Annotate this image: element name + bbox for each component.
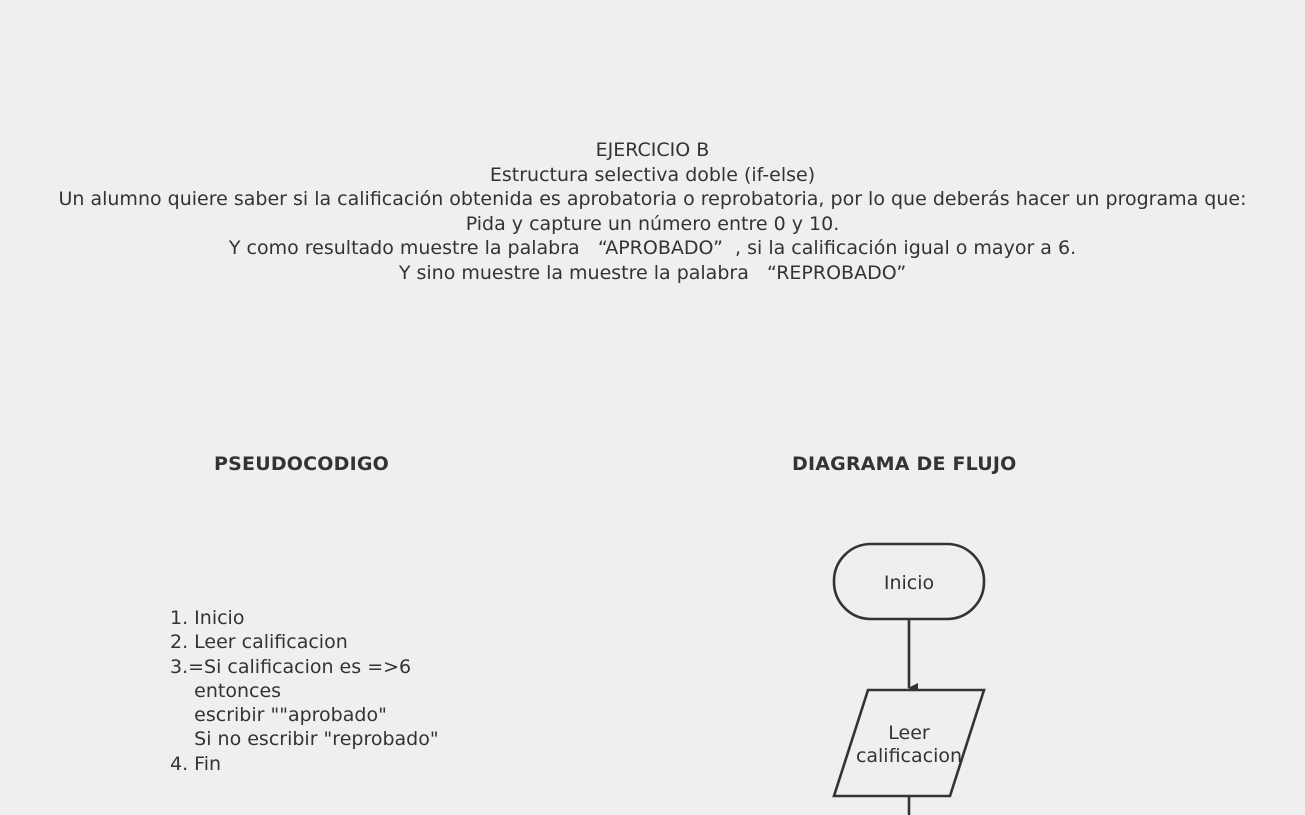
pseudocode-line: 3.=Si calificacion es =>6 — [170, 655, 412, 678]
pseudocode-line: 1. Inicio — [170, 607, 245, 629]
exercise-description: Un alumno quiere saber si la calificación obtenida es aprobatoria o reprobatoria, por lo que deberás hacer un programa que: — [58, 188, 1247, 210]
exercise-step-failed: Y sino muestre la muestre la palabra “REPROBADO” — [398, 261, 907, 284]
flowchart-title: DIAGRAMA DE FLUJO — [792, 453, 1017, 475]
exercise-title: EJERCICIO B — [595, 139, 710, 161]
pseudocode-title: PSEUDOCODIGO — [214, 453, 390, 475]
start-terminator-node — [834, 544, 984, 619]
exercise-step-approved: Y como resultado muestre la palabra “APROBADO” , si la calificación igual o mayor a 6. — [228, 237, 1077, 259]
input-node-label-line1: Leer — [888, 722, 930, 744]
pseudocode-line: 4. Fin — [170, 752, 222, 775]
pseudocode-line: entonces — [170, 679, 282, 702]
input-node-label-line2: calificacion — [855, 745, 963, 767]
exercise-step-input: Pida y capture un número entre 0 y 10. — [465, 212, 840, 235]
pseudocode-line: 2. Leer calificacion — [170, 631, 348, 654]
pseudocode-line: Si no escribir "reprobado" — [170, 728, 439, 751]
input-parallelogram-node — [834, 690, 984, 796]
start-node-label: Inicio — [883, 572, 935, 594]
pseudocode-line: escribir ""aprobado" — [170, 704, 387, 727]
exercise-subtitle: Estructura selectiva doble (if-else) — [489, 163, 816, 186]
